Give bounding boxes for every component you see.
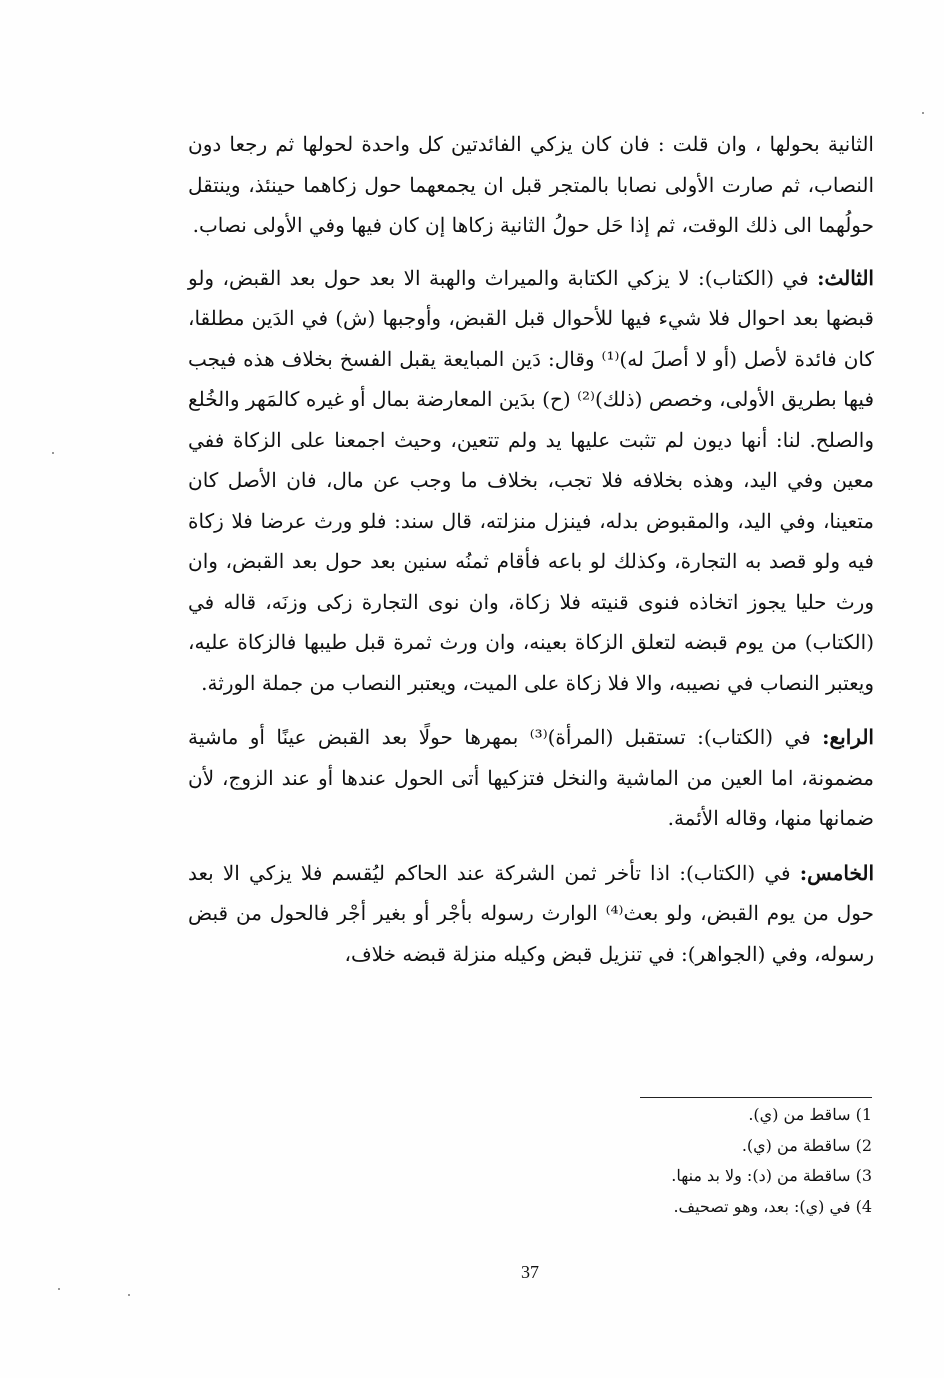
footnotes [520,1100,872,1222]
scan-speck [52,452,54,454]
footnote-4: 4) في (ي): بعد، وهو تصحيف. [673,1196,872,1216]
footnote-divider [640,1097,872,1098]
paragraph-3 [188,717,874,839]
paragraph-4 [188,853,874,975]
main-text [188,124,874,988]
footnote-3: 3) ساقطة من (د): ولا بد منها. [671,1166,872,1185]
paragraph-1 [188,124,874,246]
paragraph-2 [188,258,874,704]
paragraph-3-text: في (الكتاب): تستقبل (المرأة)⁽³⁾ بمهرها حولًا بعد القبض عينًا أو ماشية مضمونة، اما العين من الماشية والنخل فتزكيها أتى الحول عندها أو عند الزوج، لأن ضمانها منها، وقاله الأئمة. [188,725,874,830]
scan-speck [58,1288,60,1290]
paragraph-4-heading: الخامس: [799,860,874,885]
page-number: 37 [521,1262,539,1282]
paragraph-2-text: في (الكتاب): لا يزكي الكتابة والميراث والهبة الا بعد حول بعد القبض، ولو قبضها بعد احوال فلا شيء فيها للأحوال قبل القبض، وأوجبها (ش) في الدَين مطلقا، كان فائدة لأصل (أو لا أصلَ له)⁽¹⁾ وقال: دَين المبايعة يقبل الفسخ بخلاف هذه فيجب فيها بطريق الأولى، وخصص (ذلك)⁽²⁾ (ح) بدَين المعارضة بمال أو غيره كالمَهر والخُلع والصلح. لنا: أنها ديون لم تثبت عليها يد ولم تتعين، وحيث اجمعنا على الزكاة ففي معين وفي اليد، وهذه بخلافه فلا تجب، بخلاف ما وجب عن مال، فان الأصل كان متعينا، وفي اليد، والمقبوض بدله، فينزل منزلته، قال سند: فلو ورث عرضا فلا زكاة فيه ولو قصد به التجارة، وكذلك لو باعه فأقام ثمنُه سنين بعد حول بعد القبض، وان ورث حليا يجوز اتخاذه فنوى قنيته فلا زكاة، وان نوى التجارة زكى وزنَه، قاله في (الكتاب) من يوم قبضه لتعلق الزكاة بعينه، وان ورث ثمرة قبل طيبها فالزكاة عليه، ويعتبر النصاب في نصيبه، والا فلا زكاة على الميت، ويعتبر النصاب من جملة الورثة. [188,265,874,695]
footnote-2: 2) ساقطة من (ي). [741,1135,872,1155]
paragraph-4-text: في (الكتاب): اذا تأخر ثمن الشركة عند الحاكم ليُقسم فلا يزكي الا بعد حول من يوم القبض، ولو بعث⁽⁴⁾ الوارث رسوله بأجْر أو بغير أجْر فالحول من قبض رسوله، وفي (الجواهر): في تنزيل قبض وكيله منزلة قبضه خلاف، [188,860,874,966]
scan-speck [922,112,924,114]
paragraph-2-heading: الثالث: [817,265,874,290]
footnote-1: 1) ساقط من (ي). [748,1105,872,1124]
paragraph-1-text: الثانية بحولها ، وان قلت : فان كان يزكي الفائدتين كل واحدة لحولها ثم رجعا دون النصاب، ثم صارت الأولى نصابا بالمتجر قبل ان يجمعهما حول زكاهما حينئذ، وينتقل حولُهما الى ذلك الوقت، ثم إذا حَل حولُ الثانية زكاها إن كان فيها وفي الأولى نصاب. [188,132,874,237]
paragraph-3-heading: الرابع: [822,725,874,749]
scan-speck [128,1294,130,1296]
